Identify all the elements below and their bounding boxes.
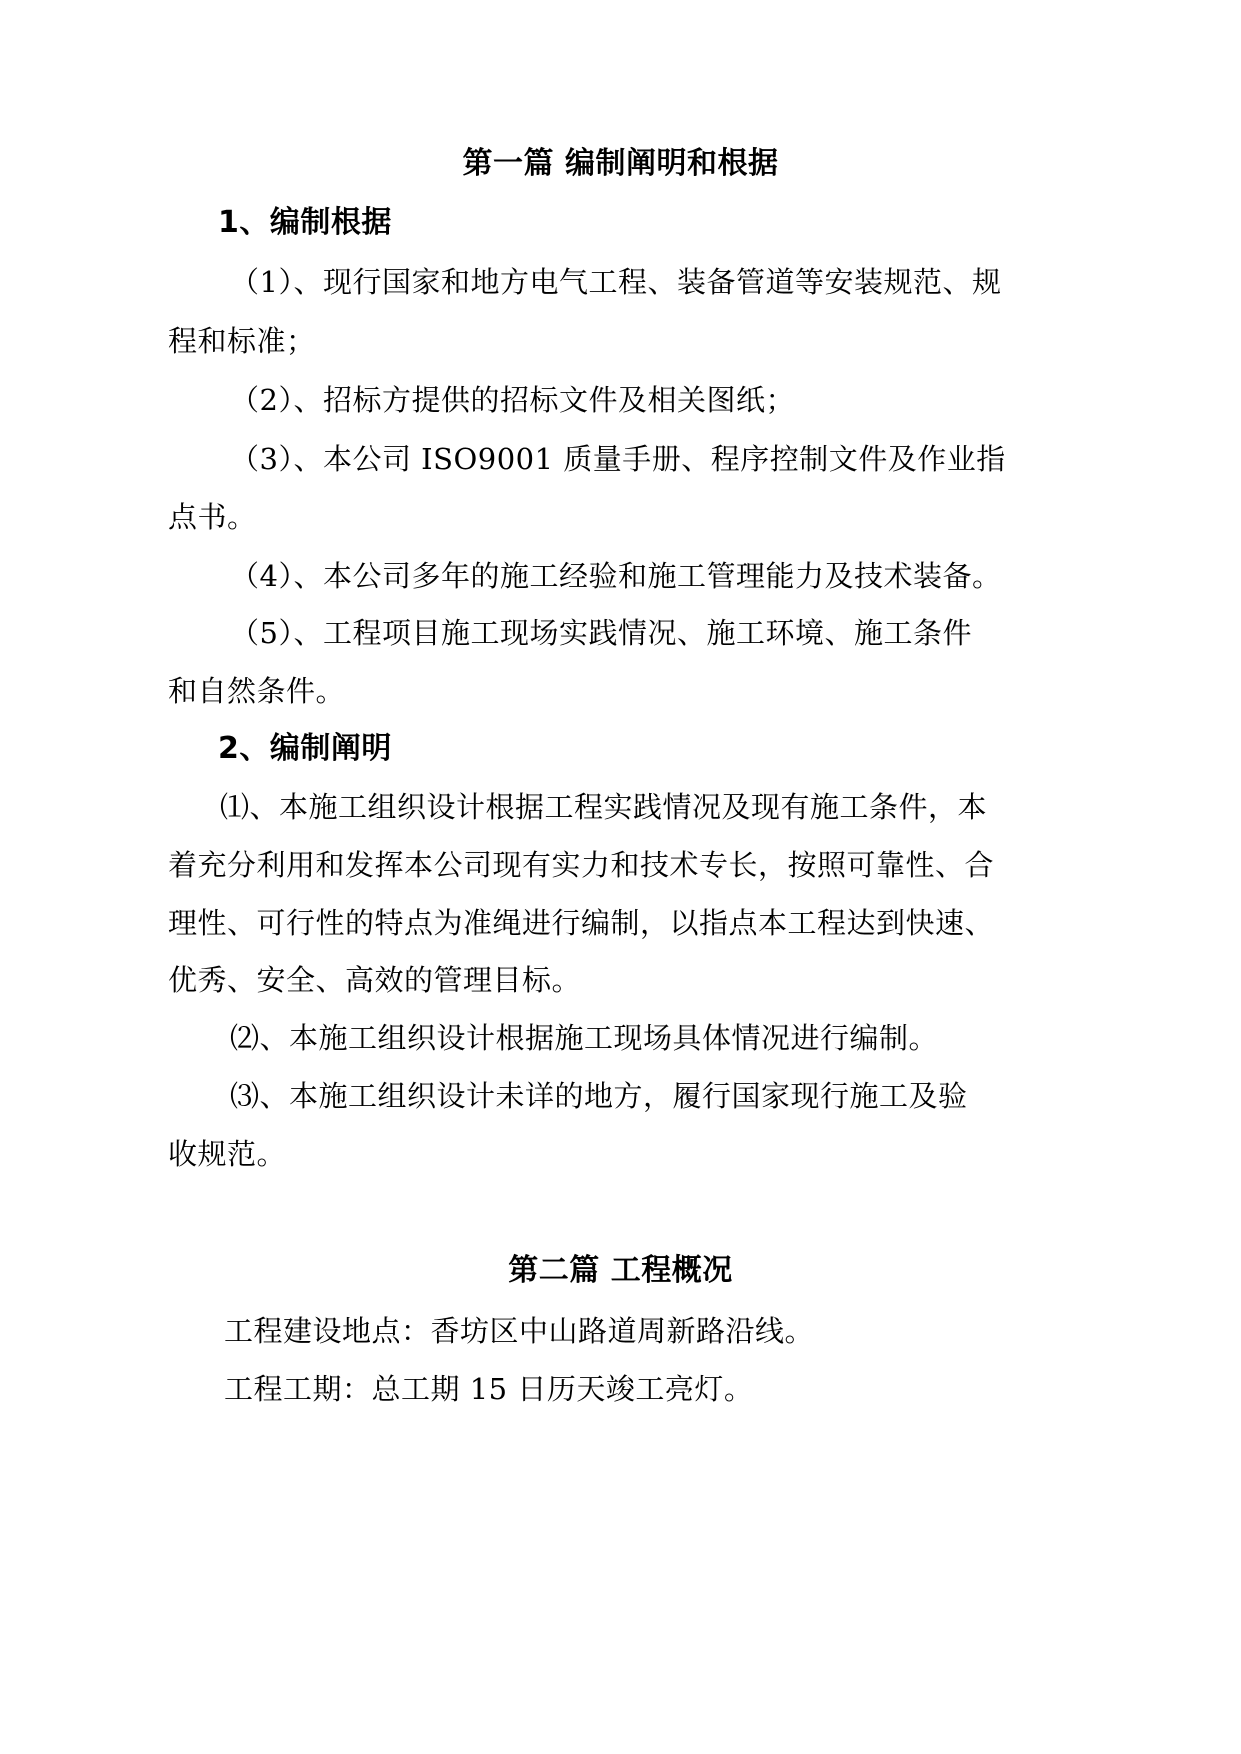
section2-item1-line2: 着充分利用和发挥本公司现有实力和技术专长，按照可靠性、合	[168, 848, 995, 882]
section1-item4-line1: （4）、本公司多年的施工经验和施工管理能力及技术装备。	[230, 559, 1002, 593]
project-location: 工程建设地点：香坊区中山路道周新路沿线。	[224, 1314, 815, 1348]
section2-item1-line4: 优秀、安全、高效的管理目标。	[168, 963, 582, 997]
section2-item1-line1: ⑴、本施工组织设计根据工程实践情况及现有施工条件，本	[220, 790, 988, 824]
section1-item5-line2: 和自然条件。	[168, 674, 346, 708]
section1-item1-line1: （1）、现行国家和地方电气工程、装备管道等安装规范、规	[230, 265, 1002, 299]
section2-heading: 2、编制阐明	[218, 731, 392, 766]
section1-heading: 1、编制根据	[218, 205, 392, 240]
section1-item2-line1: （2）、招标方提供的招标文件及相关图纸；	[230, 383, 795, 417]
section1-item1-line2: 程和标准；	[168, 324, 316, 358]
part1-title: 第一篇 编制阐明和根据	[462, 146, 779, 181]
section1-item5-line1: （5）、工程项目施工现场实践情况、施工环境、施工条件	[230, 616, 972, 650]
section2-item1-line3: 理性、可行性的特点为准绳进行编制，以指点本工程达到快速、	[168, 906, 995, 940]
section1-item3-line1: （3）、本公司 ISO9001 质量手册、程序控制文件及作业指	[230, 442, 1006, 476]
project-duration: 工程工期：总工期 15 日历天竣工亮灯。	[224, 1372, 754, 1406]
section2-item3-line2: 收规范。	[168, 1137, 287, 1171]
section2-item2-line1: ⑵、本施工组织设计根据施工现场具体情况进行编制。	[230, 1021, 939, 1055]
part2-title: 第二篇 工程概况	[508, 1253, 733, 1288]
section1-item3-line2: 点书。	[168, 500, 257, 534]
section2-item3-line1: ⑶、本施工组织设计未详的地方，履行国家现行施工及验	[230, 1079, 968, 1113]
